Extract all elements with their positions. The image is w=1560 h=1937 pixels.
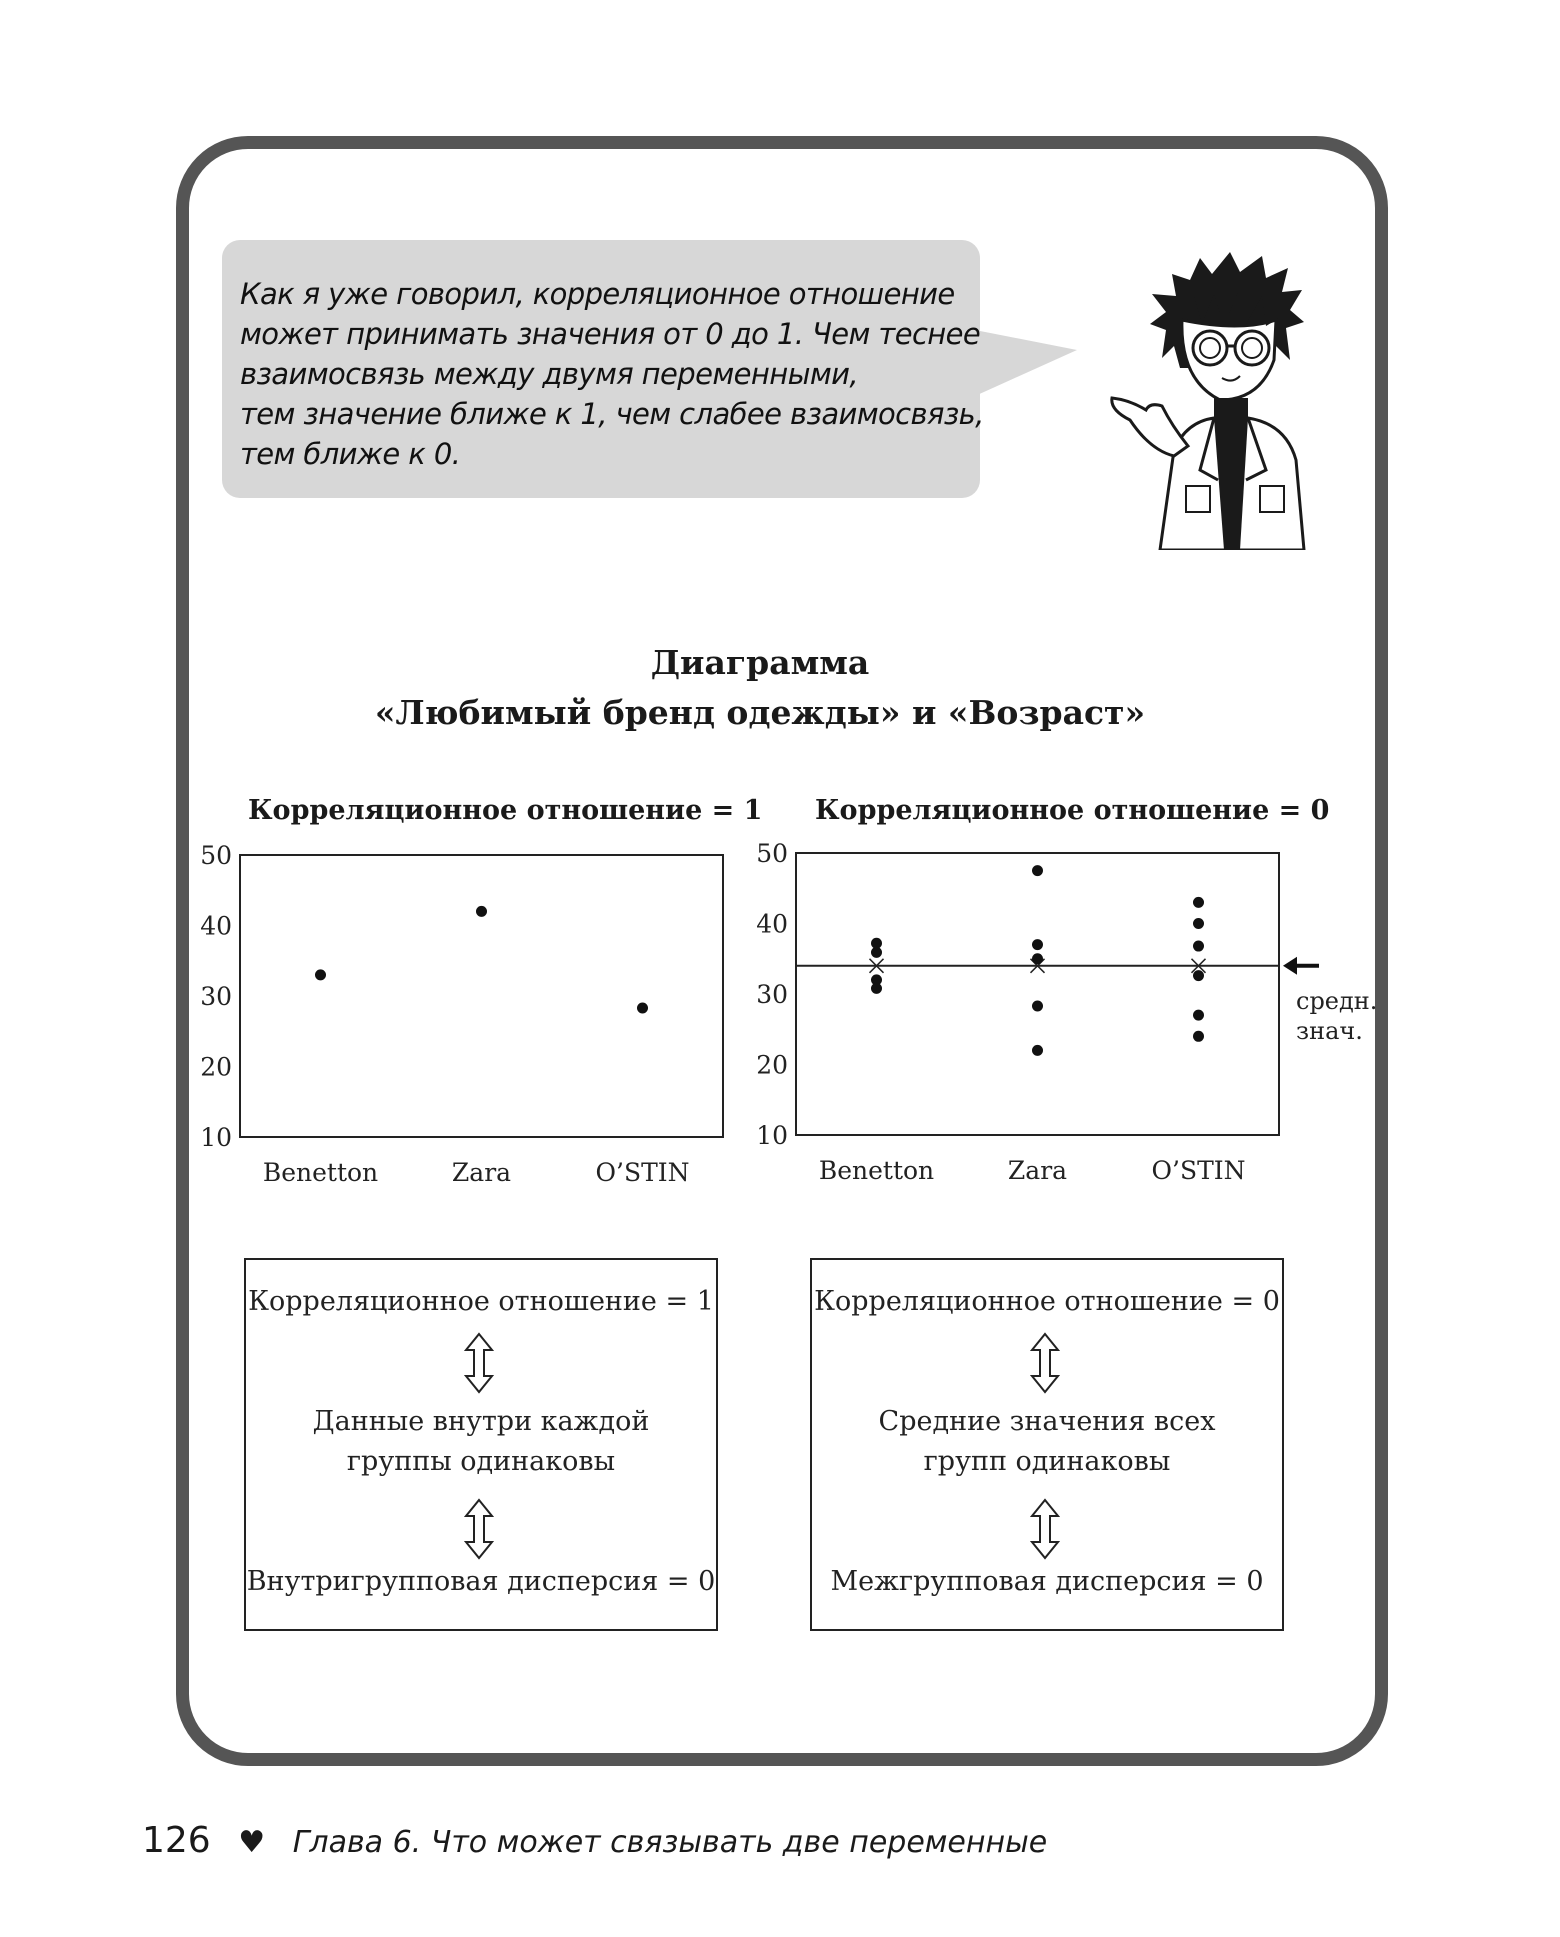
data-point xyxy=(871,983,882,994)
box-left-line2 xyxy=(246,1402,716,1482)
diagram-title-line2: «Любимый бренд одежды» и «Возраст» xyxy=(374,693,1146,732)
summary-box-right xyxy=(810,1258,1284,1631)
plot-frame xyxy=(240,855,723,1137)
y-tick-label: 40 xyxy=(200,911,232,941)
chapter-title: Глава 6. Что может связывать две переменные xyxy=(292,1825,1048,1860)
box-left-line2b: группы одинаковы xyxy=(346,1446,616,1477)
box-right-line2a: Средние значения всех xyxy=(878,1406,1216,1437)
y-tick-label: 40 xyxy=(756,909,788,939)
data-point xyxy=(1032,865,1043,876)
data-point xyxy=(1193,941,1204,952)
bubble-line: может принимать значения от 0 до 1. Чем теснее xyxy=(240,317,981,351)
y-tick-label: 50 xyxy=(200,841,232,870)
box-right-line1: Корреляционное отношение = 0 xyxy=(814,1286,1280,1317)
mean-arrow-icon xyxy=(1283,957,1297,975)
data-point xyxy=(315,969,326,980)
y-tick-label: 20 xyxy=(756,1050,788,1080)
bubble-line: Как я уже говорил, корреляционное отношение xyxy=(240,277,955,311)
box-right-line2 xyxy=(812,1402,1282,1482)
plot-frame xyxy=(796,853,1279,1135)
bubble-line: тем ближе к 0. xyxy=(240,437,461,471)
data-point xyxy=(1032,939,1043,950)
y-tick-label: 50 xyxy=(756,839,788,868)
double-arrow-icon xyxy=(1030,1332,1060,1394)
data-point xyxy=(637,1002,648,1013)
data-point xyxy=(476,906,487,917)
data-point xyxy=(1032,1000,1043,1011)
double-arrow-icon xyxy=(464,1498,494,1560)
double-arrow-icon xyxy=(1030,1498,1060,1560)
data-point xyxy=(1193,970,1204,981)
chart-right-title: Корреляционное отношение = 0 xyxy=(815,795,1330,826)
y-tick-label: 20 xyxy=(200,1052,232,1082)
data-point xyxy=(1193,1010,1204,1021)
y-tick-label: 10 xyxy=(756,1121,788,1150)
box-left-line2a: Данные внутри каждой xyxy=(312,1406,650,1437)
heart-icon: ♥ xyxy=(238,1825,266,1860)
box-left-line3: Внутригрупповая дисперсия = 0 xyxy=(246,1566,716,1597)
box-right-line2b: групп одинаковы xyxy=(923,1446,1171,1477)
double-arrow-icon xyxy=(464,1332,494,1394)
diagram-title-line1: Диаграмма xyxy=(650,643,870,682)
x-tick-label: Zara xyxy=(451,1158,512,1187)
mean-label xyxy=(1296,986,1377,1046)
data-point xyxy=(1193,918,1204,929)
x-tick-label: O’STIN xyxy=(1151,1156,1246,1185)
data-point xyxy=(1032,953,1043,964)
bubble-line: тем значение ближе к 1, чем слабее взаимосвязь, xyxy=(240,397,984,431)
x-tick-label: Benetton xyxy=(262,1158,379,1187)
mean-label-line1: средн. xyxy=(1296,987,1378,1015)
page-footer xyxy=(142,1820,1047,1861)
box-left-line1: Корреляционное отношение = 1 xyxy=(248,1286,714,1317)
box-right-line3: Межгрупповая дисперсия = 0 xyxy=(830,1566,1264,1597)
data-point xyxy=(871,947,882,958)
x-tick-label: Benetton xyxy=(818,1156,935,1185)
page-number: 126 xyxy=(142,1820,211,1861)
bubble-line: взаимосвязь между двумя переменными, xyxy=(240,357,859,391)
summary-box-left xyxy=(244,1258,718,1631)
y-tick-label: 30 xyxy=(756,980,788,1009)
chart-left-title: Корреляционное отношение = 1 xyxy=(248,795,763,826)
x-tick-label: O’STIN xyxy=(595,1158,690,1187)
data-point xyxy=(1193,1031,1204,1042)
y-tick-label: 10 xyxy=(200,1123,232,1152)
y-tick-label: 30 xyxy=(200,982,232,1011)
x-tick-label: Zara xyxy=(1007,1156,1068,1185)
data-point xyxy=(1032,1045,1043,1056)
mean-label-line2: знач. xyxy=(1296,1017,1363,1045)
data-point xyxy=(1193,897,1204,908)
